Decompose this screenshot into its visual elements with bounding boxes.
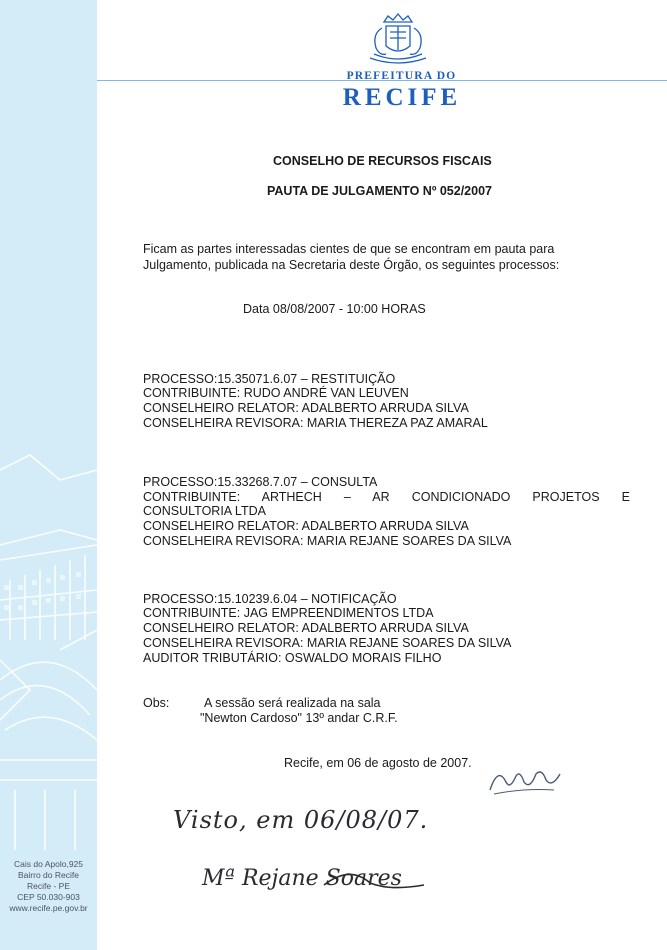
process-1-contribuinte: CONTRIBUINTE: RUDO ANDRÉ VAN LEUVEN xyxy=(143,386,409,400)
process-3-auditor: AUDITOR TRIBUTÁRIO: OSWALDO MORAIS FILHO xyxy=(143,651,442,665)
address-line: www.recife.pe.gov.br xyxy=(9,903,88,913)
address-line: Cais do Apolo,925 xyxy=(14,859,83,869)
process-3-contribuinte: CONTRIBUINTE: JAG EMPREENDIMENTOS LTDA xyxy=(143,606,434,620)
address-line: Bairro do Recife xyxy=(18,870,79,880)
contribuinte-word: E xyxy=(621,490,630,504)
intro-line-2: Julgamento, publicada na Secretaria deste Órgão, os seguintes processos: xyxy=(143,258,560,272)
process-1-revisora: CONSELHEIRA REVISORA: MARIA THEREZA PAZ AMARAL xyxy=(143,416,488,430)
contribuinte-word: PROJETOS xyxy=(532,490,600,504)
sidebar-panel xyxy=(0,0,97,950)
handwritten-signature: Mª Rejane Soares xyxy=(202,866,402,891)
session-date: Data 08/08/2007 - 10:00 HORAS xyxy=(243,302,426,316)
process-1-relator: CONSELHEIRO RELATOR: ADALBERTO ARRUDA SILVA xyxy=(143,401,469,415)
agenda-title: PAUTA DE JULGAMENTO Nº 052/2007 xyxy=(267,184,492,198)
contribuinte-word: CONTRIBUINTE: xyxy=(143,490,241,504)
process-2-relator: CONSELHEIRO RELATOR: ADALBERTO ARRUDA SILVA xyxy=(143,519,469,533)
coat-of-arms-icon xyxy=(362,12,434,68)
place-date: Recife, em 06 de agosto de 2007. xyxy=(284,756,472,770)
council-title: CONSELHO DE RECURSOS FISCAIS xyxy=(273,154,492,168)
address-line: Recife - PE xyxy=(27,881,70,891)
obs-label: Obs: xyxy=(143,696,170,710)
obs-line-1: A sessão será realizada na sala xyxy=(204,696,381,710)
prefeitura-label: PREFEITURA DO xyxy=(346,70,457,82)
contribuinte-word: ARTHECH xyxy=(261,490,322,504)
signature-flourish-icon xyxy=(320,855,430,895)
obs-line-2: "Newton Cardoso" 13º andar C.R.F. xyxy=(200,711,398,725)
process-2-revisora: CONSELHEIRA REVISORA: MARIA REJANE SOARES DA SILVA xyxy=(143,534,512,548)
process-3-number: PROCESSO:15.10239.6.04 – NOTIFICAÇÃO xyxy=(143,592,397,606)
city-logo-text: RECIFE xyxy=(342,84,462,111)
signature-icon xyxy=(484,760,570,800)
process-3-relator: CONSELHEIRO RELATOR: ADALBERTO ARRUDA SILVA xyxy=(143,621,469,635)
process-2-contribuinte-cont: CONSULTORIA LTDA xyxy=(143,504,266,518)
process-2-contribuinte xyxy=(143,490,630,505)
process-3-revisora: CONSELHEIRA REVISORA: MARIA REJANE SOARES DA SILVA xyxy=(143,636,512,650)
intro-line-1: Ficam as partes interessadas cientes de que se encontram em pauta para xyxy=(143,242,555,256)
process-1-number: PROCESSO:15.35071.6.07 – RESTITUIÇÃO xyxy=(143,372,396,386)
city-illustration xyxy=(0,0,97,950)
address-block xyxy=(0,859,97,914)
contribuinte-word: CONDICIONADO xyxy=(411,490,511,504)
process-2-number: PROCESSO:15.33268.7.07 – CONSULTA xyxy=(143,475,378,489)
handwritten-visto: Visto, em 06/08/07. xyxy=(173,806,429,834)
contribuinte-word: – xyxy=(343,490,351,504)
address-line: CEP 50.030-903 xyxy=(17,892,80,902)
contribuinte-word: AR xyxy=(372,490,390,504)
